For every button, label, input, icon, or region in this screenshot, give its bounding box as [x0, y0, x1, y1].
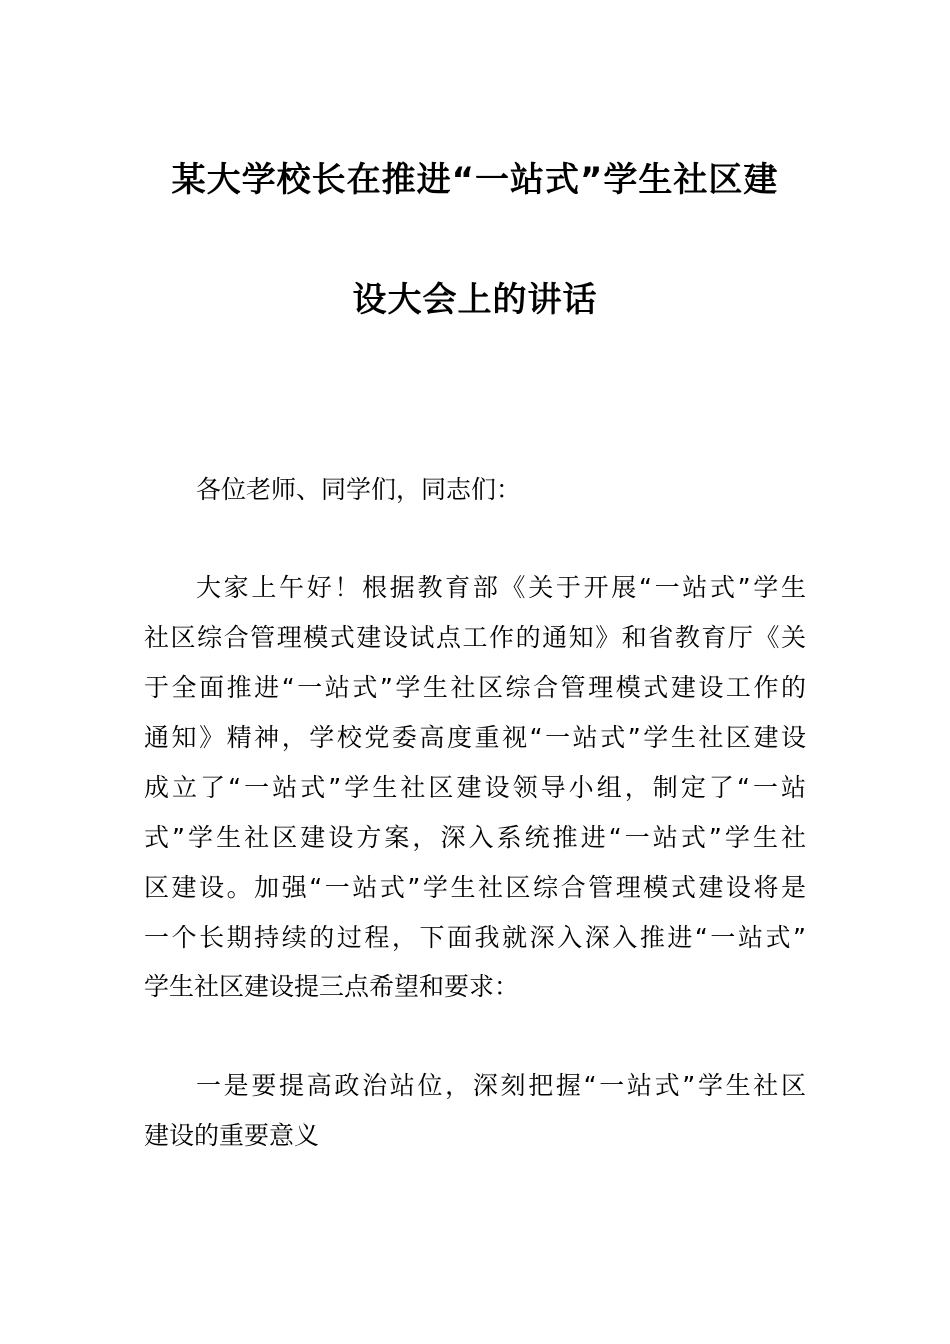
- section-heading-1-line-2: 建设的重要意义: [144, 1121, 320, 1150]
- paragraph-1-line-7: 区建设。加强“一站式”学生社区综合管理模式建设将是: [144, 873, 806, 902]
- paragraph-1-line-3: 于全面推进“一站式”学生社区综合管理模式建设工作的: [144, 673, 806, 702]
- document-title-line-1: 某大学校长在推进“一站式”学生社区建: [171, 160, 779, 200]
- salutation: 各位老师、同学们，同志们：: [196, 475, 522, 504]
- paragraph-1-line-5: 成立了“一站式”学生社区建设领导小组，制定了“一站: [144, 773, 806, 802]
- section-heading-1-line-1: 一是要提高政治站位，深刻把握“一站式”学生社区: [196, 1071, 806, 1100]
- document-title-line-2: 设大会上的讲话: [352, 280, 598, 320]
- paragraph-1-line-1: 大家上午好！根据教育部《关于开展“一站式”学生: [196, 573, 806, 602]
- paragraph-1-line-9: 学生社区建设提三点希望和要求：: [144, 972, 520, 1001]
- paragraph-1-line-4: 通知》精神，学校党委高度重视“一站式”学生社区建设: [144, 723, 806, 752]
- paragraph-1-line-6: 式”学生社区建设方案，深入系统推进“一站式”学生社: [144, 823, 806, 852]
- paragraph-1-line-8: 一个长期持续的过程，下面我就深入深入推进“一站式”: [144, 923, 806, 952]
- paragraph-1-line-2: 社区综合管理模式建设试点工作的通知》和省教育厅《关: [144, 623, 806, 652]
